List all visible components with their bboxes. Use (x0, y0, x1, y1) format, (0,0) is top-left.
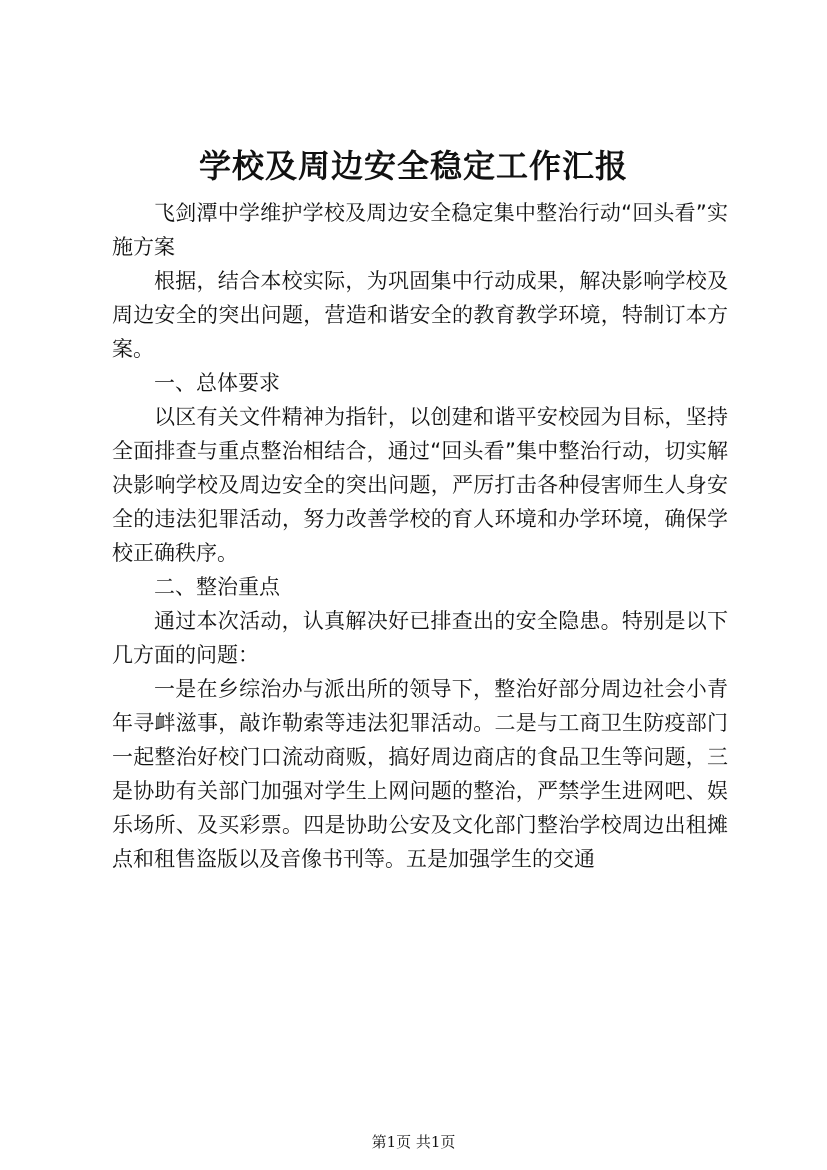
paragraph-key-points-intro: 通过本次活动，认真解决好已排查出的安全隐患。特别是以下几方面的问题： (112, 609, 728, 667)
heading-key-points: 二、整治重点 (154, 575, 280, 599)
paragraph-plan-title: 飞剑潭中学维护学校及周边安全稳定集中整治行动“回头看”实施方案 (112, 201, 728, 259)
paragraph-intro: 根据，结合本校实际，为巩固集中行动成果，解决影响学校及周边安全的突出问题，营造和谐安全的教育教学环境，特制订本方案。 (112, 269, 728, 361)
document-body (112, 196, 728, 876)
paragraph-key-points-details: 一是在乡综治办与派出所的领导下，整治好部分周边社会小青年寻衅滋事，敲诈勒索等违法犯罪活动。二是与工商卫生防疫部门一起整治好校门口流动商贩，搞好周边商店的食品卫生等问题，三是协助有关部门加强对学生上网问题的整治，严禁学生进网吧、娱乐场所、及买彩票。四是协助公安及文化部门整治学校周边出租摊点和租售盗版以及音像书刊等。五是加强学生的交通 (112, 677, 728, 871)
heading-general-requirements: 一、总体要求 (154, 371, 280, 395)
document-title: 学校及周边安全稳定工作汇报 (198, 147, 628, 185)
page-footer: 第1页 共1页 (371, 1133, 456, 1151)
paragraph-general-requirements: 以区有关文件精神为指针，以创建和谐平安校园为目标，坚持全面排查与重点整治相结合，通过“回头看”集中整治行动，切实解决影响学校及周边安全的突出问题，严厉打击各种侵害师生人身安全的违法犯罪活动，努力改善学校的育人环境和办学环境，确保学校正确秩序。 (112, 405, 728, 565)
